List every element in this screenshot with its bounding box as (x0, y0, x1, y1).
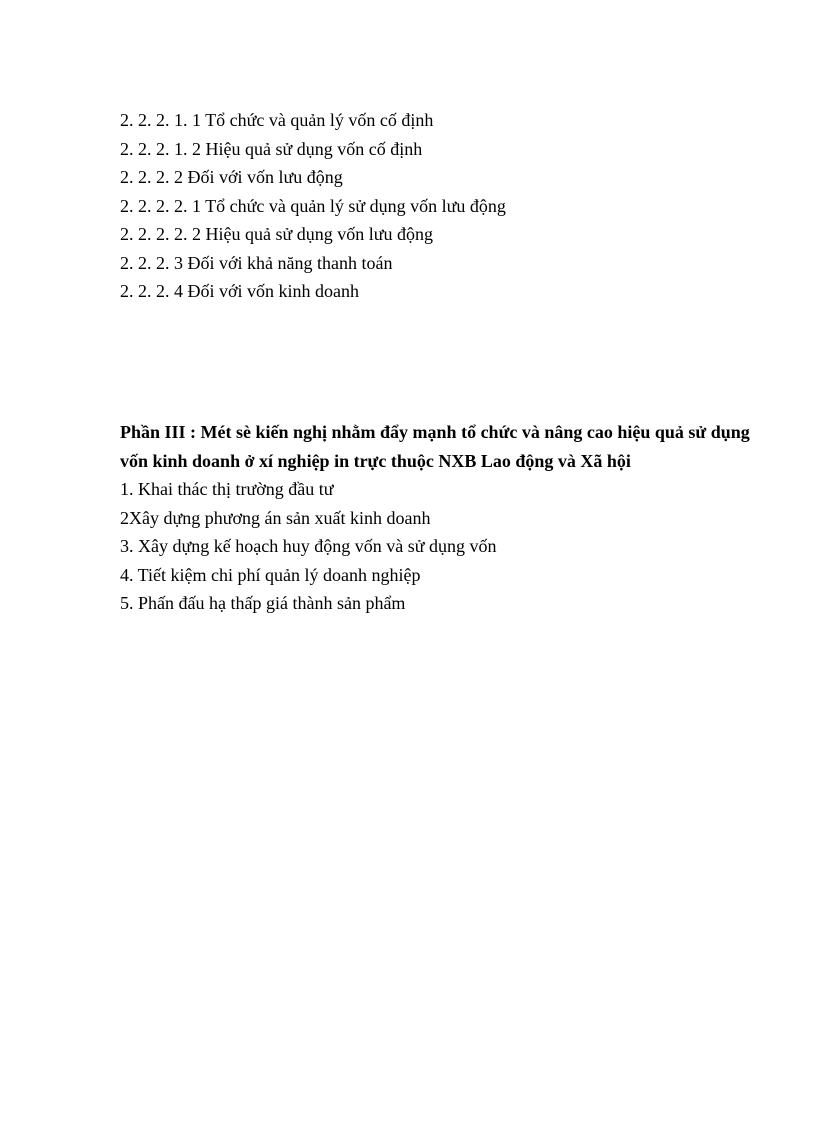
toc-sub-items (120, 106, 780, 306)
toc-item: 2. 2. 2. 4 Đối với vốn kinh doanh (120, 281, 360, 301)
toc-item: 2. 2. 2. 1. 2 Hiệu quả sử dụng vốn cố định (120, 138, 423, 159)
toc-item: 2. 2. 2. 3 Đối với khả năng thanh toán (120, 252, 393, 273)
part3-item: 3. Xây dựng kế hoạch huy động vốn và sử dụng vốn (120, 536, 497, 556)
part3-item: 4. Tiết kiệm chi phí quản lý doanh nghiệp (120, 564, 421, 585)
toc-item: 2. 2. 2. 2 Đối với vốn lưu động (120, 167, 343, 187)
part3-item: 5. Phấn đấu hạ thấp giá thành sản phẩm (120, 593, 406, 613)
toc-item: 2. 2. 2. 2. 1 Tổ chức và quản lý sử dụng vốn lưu động (120, 195, 506, 216)
part3-heading-line1: Phần III : Mét sè kiến nghị nhằm đẩy mạnh tổ chức và nâng cao hiệu quả sử dụng (120, 422, 750, 442)
part3-heading (120, 418, 790, 475)
part3-section (120, 418, 790, 618)
part3-heading-line2: vốn kinh doanh ở xí nghiệp in trực thuộc NXB Lao động và Xã hội (120, 450, 631, 471)
part3-item: 1. Khai thác thị trường đầu tư (120, 479, 334, 499)
part3-item: 2Xây dựng phương án sản xuất kinh doanh (120, 507, 431, 528)
toc-item: 2. 2. 2. 2. 2 Hiệu quả sử dụng vốn lưu động (120, 224, 433, 244)
toc-item: 2. 2. 2. 1. 1 Tổ chức và quản lý vốn cố định (120, 110, 434, 130)
